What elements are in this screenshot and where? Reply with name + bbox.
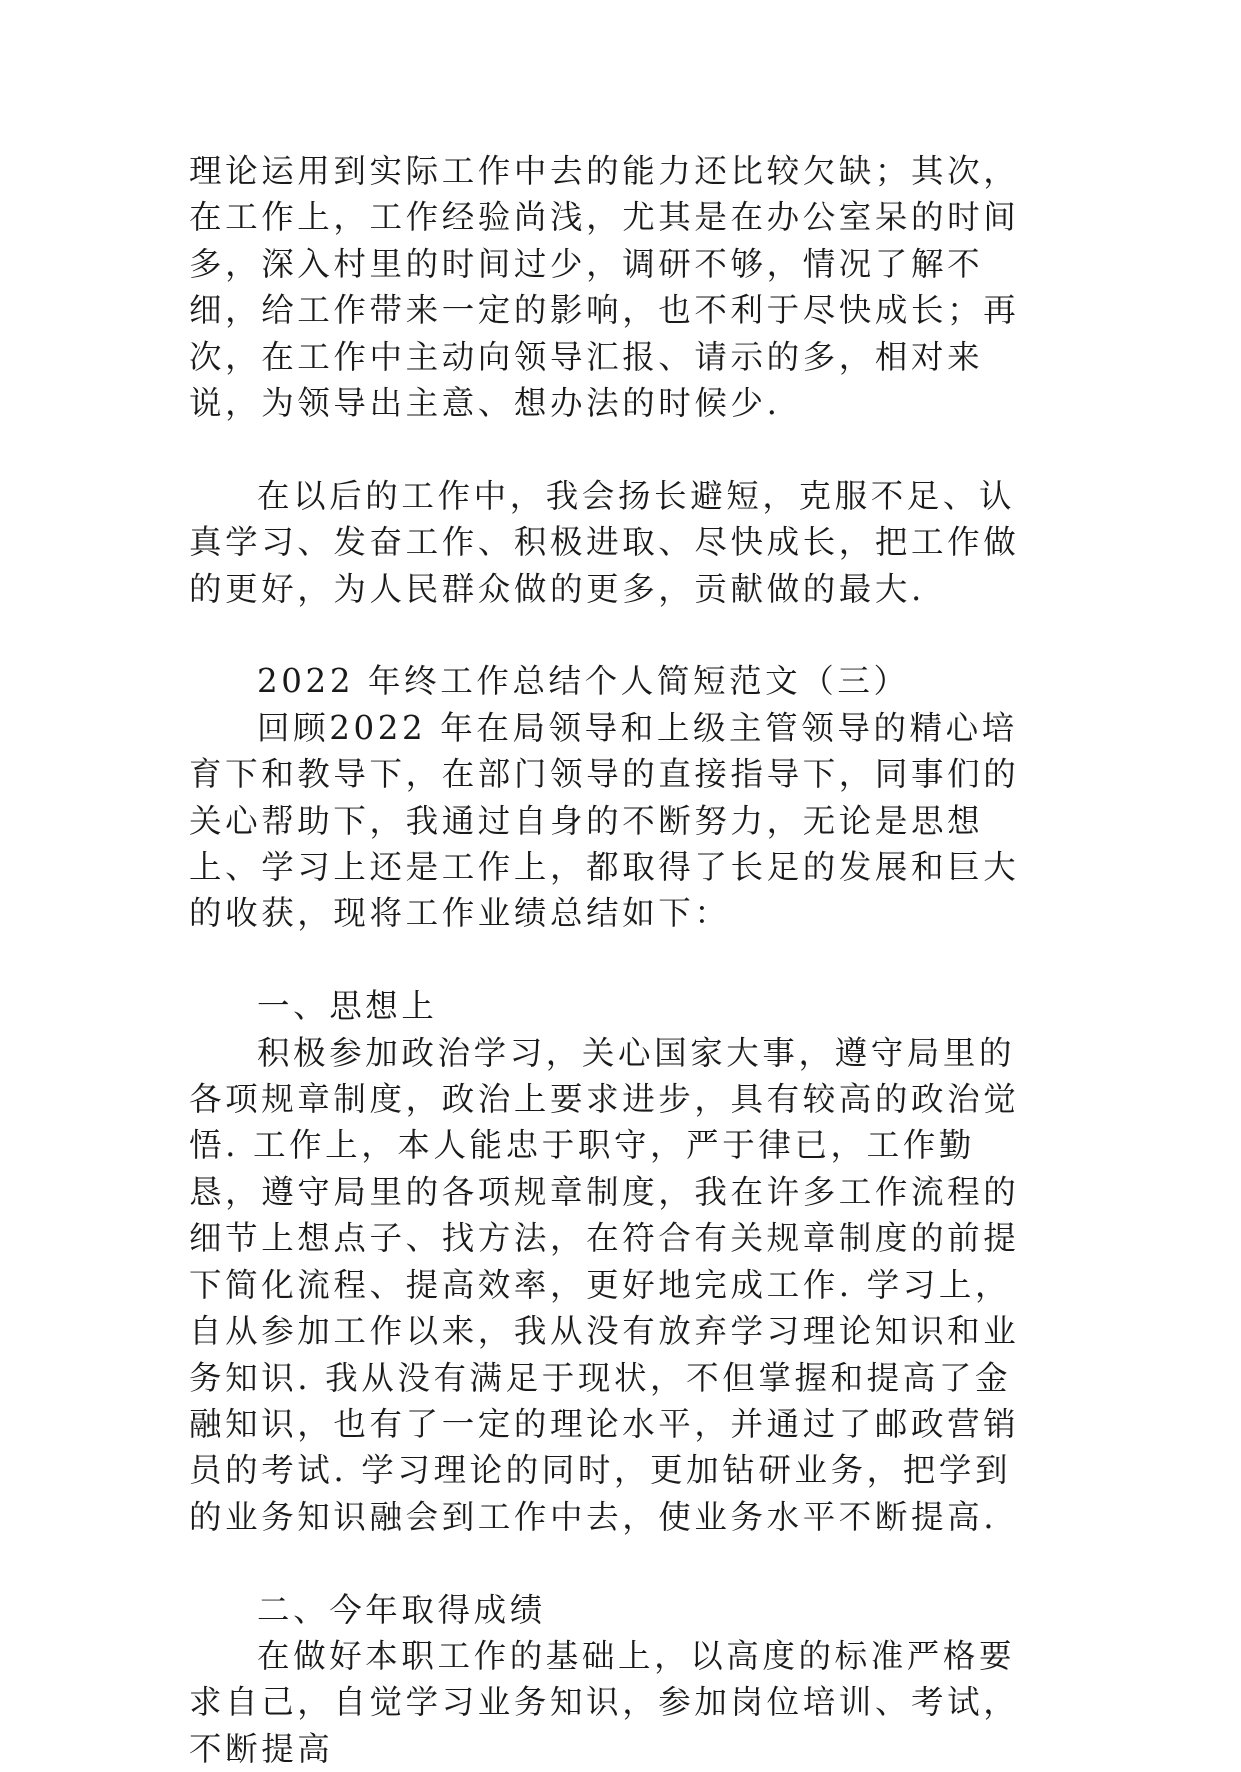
paragraph-thought: 积极参加政治学习，关心国家大事，遵守局里的各项规章制度，政治上要求进步，具有较高的政治觉悟. 工作上，本人能忠于职守，严于律已，工作勤恳，遵守局里的各项规章制度，我在许多工作流程的细节上想点子、找方法，在符合有关规章制度的前提下简化流程、提高效率，更好地完成工作. 学习上，自从参加工作以来，我从没有放弃学习理论知识和业务知识. 我从没有满足于现状，不但掌握和提高了金融知识，也有了一定的理论水平，并通过了邮政营销员的考试. 学习理论的同时，更加钻研业务，把学到的业务知识融会到工作中去，使业务水平不断提高. [189, 1033, 1020, 1536]
paragraph-future-plan: 在以后的工作中，我会扬长避短，克服不足、认真学习、发奋工作、积极进取、尽快成长，把工作做的更好，为人民群众做的更多，贡献做的最大. [189, 476, 1020, 608]
paragraph-achievements: 在做好本职工作的基础上，以高度的标准严格要求自己，自觉学习业务知识，参加岗位培训、考试，不断提高 [189, 1636, 1020, 1768]
paragraph-shortcomings: 理论运用到实际工作中去的能力还比较欠缺；其次，在工作上，工作经验尚浅，尤其是在办公室呆的时间多，深入村里的时间过少，调研不够，情况了解不细，给工作带来一定的影响，也不利于尽快成长；再次，在工作中主动向领导汇报、请示的多，相对来说，为领导出主意、想办法的时候少. [189, 152, 1020, 423]
document-body [189, 148, 1047, 1772]
paragraph-gap [189, 612, 1047, 658]
paragraph-review: 回顾2022 年在局领导和上级主管领导的精心培育下和教导下，在部门领导的直接指导下，同事们的关心帮助下，我通过自身的不断努力，无论是思想上、学习上还是工作上，都取得了长足的发展和巨大的收获，现将工作业绩总结如下： [189, 708, 1020, 933]
heading-thought: 一、思想上 [257, 987, 438, 1026]
paragraph-gap [189, 937, 1047, 983]
paragraph-gap [189, 1540, 1047, 1586]
heading-achievements: 二、今年取得成绩 [257, 1590, 546, 1629]
paragraph-gap [189, 426, 1047, 472]
section-title: 2022 年终工作总结个人简短范文（三） [257, 662, 910, 701]
